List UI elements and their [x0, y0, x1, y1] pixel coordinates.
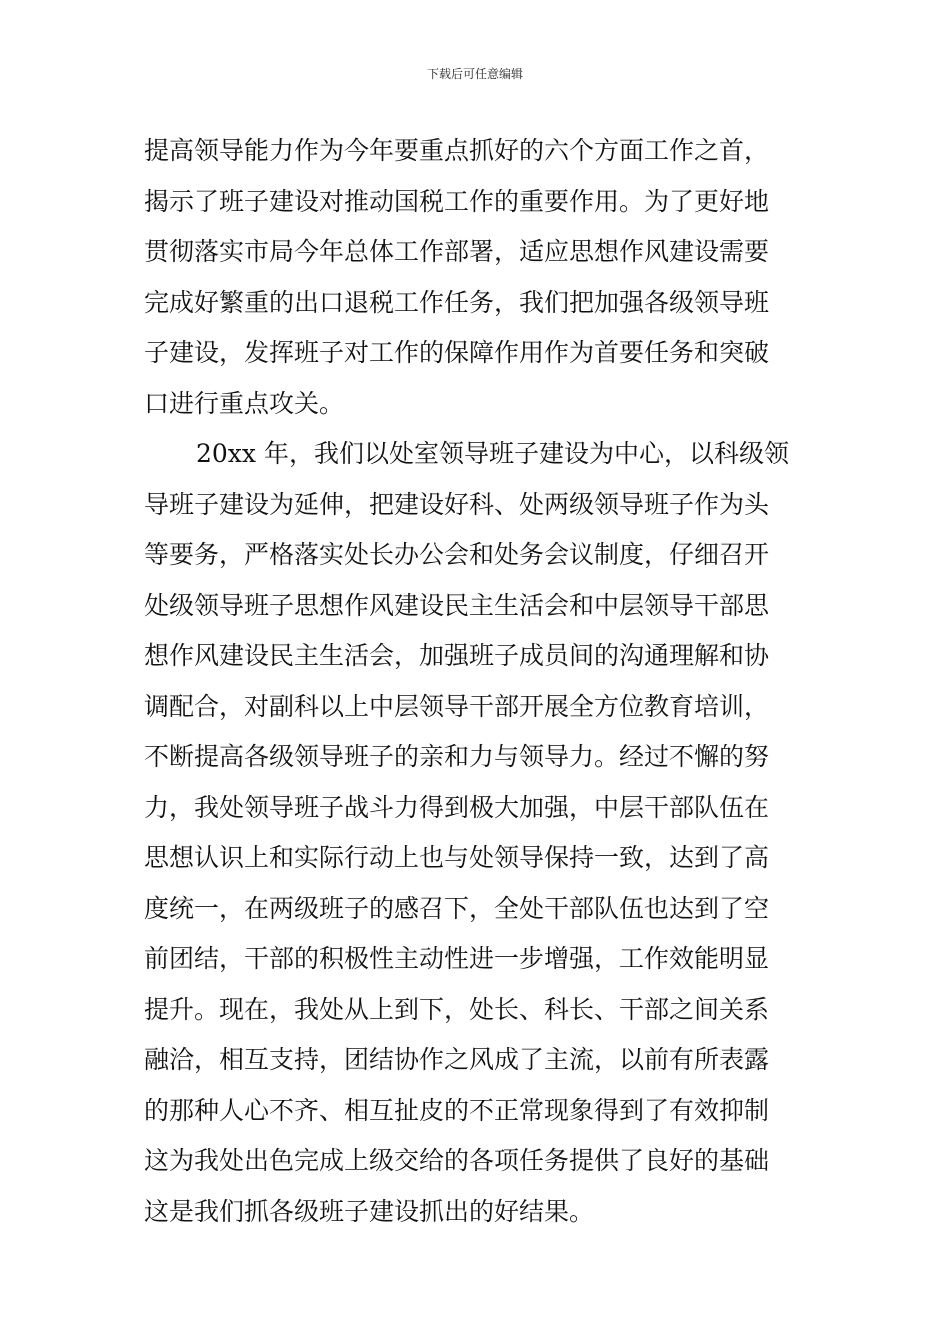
text-line: 导班子建设为延伸，把建设好科、处两级领导班子作为头 [144, 489, 770, 519]
text-line: 思想认识上和实际行动上也与处领导保持一致，达到了高 [144, 843, 770, 872]
text-line: 揭示了班子建设对推动国税工作的重要作用。为了更好地 [144, 186, 770, 216]
text-line: 的那种人心不齐、相互扯皮的不正常现象得到了有效抑制 [144, 1095, 770, 1125]
text-line: 不断提高各级领导班子的亲和力与领导力。经过不懈的努 [144, 742, 770, 771]
text-line: 20xx 年，我们以处室领导班子建设为中心，以科级领 [196, 439, 789, 468]
text-line: 调配合，对副科以上中层领导干部开展全方位教育培训， [144, 691, 770, 721]
text-line: 完成好繁重的出口退税工作任务，我们把加强各级领导班 [144, 287, 770, 317]
text-line: 贯彻落实市局今年总体工作部署，适应思想作风建设需要 [144, 237, 770, 266]
text-line: 提高领导能力作为今年要重点抓好的六个方面工作之首， [144, 136, 770, 165]
text-line: 度统一，在两级班子的感召下，全处干部队伍也达到了空 [144, 893, 770, 923]
document-body [144, 126, 814, 1237]
text-line: 融洽，相互支持，团结协作之风成了主流，以前有所表露 [144, 1045, 770, 1074]
paragraph-2 [144, 429, 814, 1237]
paragraph-1 [144, 126, 814, 429]
text-line: 提升。现在，我处从上到下，处长、科长、干部之间关系 [144, 994, 770, 1024]
header-note: 下载后可任意编辑 [426, 67, 523, 81]
text-line: 处级领导班子思想作风建设民主生活会和中层领导干部思 [144, 590, 770, 620]
text-line: 等要务，严格落实处长办公会和处务会议制度，仔细召开 [144, 540, 770, 569]
text-line: 这为我处出色完成上级交给的各项任务提供了良好的基础 [144, 1146, 770, 1175]
text-line: 想作风建设民主生活会，加强班子成员间的沟通理解和协 [144, 641, 770, 670]
text-line: 子建设，发挥班子对工作的保障作用作为首要任务和突破 [144, 338, 770, 367]
text-line: 力，我处领导班子战斗力得到极大加强，中层干部队伍在 [144, 792, 770, 822]
text-line: 前团结，干部的积极性主动性进一步增强，工作效能明显 [144, 944, 770, 973]
text-line: 这是我们抓各级班子建设抓出的好结果。 [144, 1196, 595, 1226]
text-line: 口进行重点攻关。 [144, 388, 345, 418]
